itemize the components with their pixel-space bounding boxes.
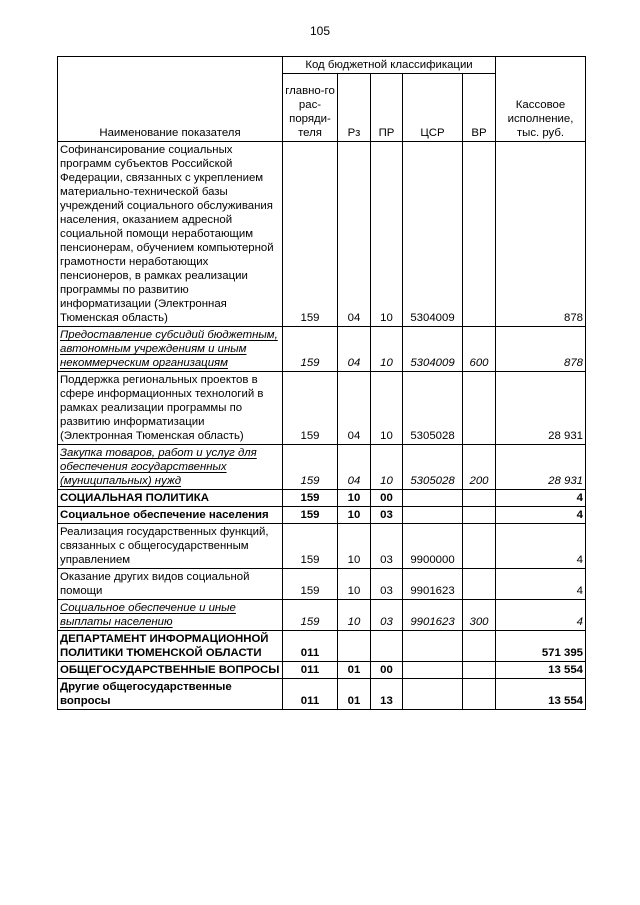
row-glavn: 159 [283, 142, 338, 327]
row-pr: 10 [371, 142, 403, 327]
row-rz: 10 [338, 490, 371, 507]
row-csr [403, 507, 463, 524]
row-vr: 200 [463, 445, 496, 490]
row-pr: 10 [371, 327, 403, 372]
row-vr [463, 679, 496, 710]
row-csr: 5305028 [403, 445, 463, 490]
row-amount: 28 931 [496, 372, 586, 445]
row-pr: 03 [371, 524, 403, 569]
row-glavn: 159 [283, 490, 338, 507]
row-amount: 4 [496, 524, 586, 569]
row-vr [463, 631, 496, 662]
row-pr: 00 [371, 490, 403, 507]
header-kbk: Код бюджетной классификации [283, 57, 496, 74]
row-amount: 13 554 [496, 662, 586, 679]
page-number: 105 [309, 24, 331, 38]
table-row [58, 490, 586, 507]
header-csr: ЦСР [403, 74, 463, 142]
row-rz: 01 [338, 679, 371, 710]
table-row [58, 445, 586, 490]
row-csr [403, 679, 463, 710]
row-csr [403, 662, 463, 679]
row-name: Оказание других видов социальной помощи [58, 569, 283, 600]
table-row [58, 600, 586, 631]
row-pr: 10 [371, 445, 403, 490]
table-row [58, 327, 586, 372]
row-rz: 10 [338, 524, 371, 569]
row-amount: 4 [496, 600, 586, 631]
row-name: Другие общегосударственные вопросы [58, 679, 283, 710]
table-row [58, 569, 586, 600]
row-name: СОЦИАЛЬНАЯ ПОЛИТИКА [58, 490, 283, 507]
row-amount: 571 395 [496, 631, 586, 662]
row-csr [403, 631, 463, 662]
table-row [58, 142, 586, 327]
row-pr: 03 [371, 507, 403, 524]
table-row [58, 679, 586, 710]
row-rz [338, 631, 371, 662]
row-name: Софинансирование социальных программ субъектов Российской Федерации, связанных с укреплением материально-технической базы учреждений социального обслуживания населения, оказанием адресной социальной помощи неработающим пенсионерам, обучением компьютерной грамотности неработающих пенсионеров, в рамках реализации программы по развитию информатизации (Электронная Тюменская область) [58, 142, 283, 327]
row-glavn: 159 [283, 600, 338, 631]
row-csr: 5304009 [403, 327, 463, 372]
row-vr [463, 524, 496, 569]
row-vr: 600 [463, 327, 496, 372]
row-amount: 13 554 [496, 679, 586, 710]
row-name: ОБЩЕГОСУДАРСТВЕННЫЕ ВОПРОСЫ [58, 662, 283, 679]
row-name: Поддержка региональных проектов в сфере информационных технологий в рамках реализации программы по развитию информатизации (Электронная Тюменская область) [58, 372, 283, 445]
row-csr: 9900000 [403, 524, 463, 569]
row-pr [371, 631, 403, 662]
row-rz: 01 [338, 662, 371, 679]
row-rz: 04 [338, 327, 371, 372]
table-row [58, 631, 586, 662]
row-rz: 04 [338, 142, 371, 327]
row-csr: 9901623 [403, 569, 463, 600]
row-glavn: 011 [283, 662, 338, 679]
row-vr [463, 490, 496, 507]
row-name: Социальное обеспечение населения [58, 507, 283, 524]
row-name: Социальное обеспечение и иные выплаты населению [58, 600, 283, 631]
header-vr: ВР [463, 74, 496, 142]
budget-table [57, 56, 586, 710]
row-csr: 5305028 [403, 372, 463, 445]
table-row [58, 524, 586, 569]
row-glavn: 159 [283, 445, 338, 490]
row-amount: 4 [496, 569, 586, 600]
row-csr: 5304009 [403, 142, 463, 327]
row-glavn: 159 [283, 507, 338, 524]
row-vr [463, 662, 496, 679]
row-pr: 03 [371, 569, 403, 600]
header-pr: ПР [371, 74, 403, 142]
row-pr: 10 [371, 372, 403, 445]
row-rz: 10 [338, 600, 371, 631]
header-name: Наименование показателя [58, 57, 283, 142]
row-amount: 878 [496, 142, 586, 327]
row-name: Предоставление субсидий бюджетным, автономным учреждениям и иным некоммерческим организациям [58, 327, 283, 372]
row-amount: 878 [496, 327, 586, 372]
row-rz: 04 [338, 445, 371, 490]
row-csr [403, 490, 463, 507]
row-glavn: 159 [283, 327, 338, 372]
row-amount: 28 931 [496, 445, 586, 490]
table-row [58, 507, 586, 524]
row-pr: 03 [371, 600, 403, 631]
row-rz: 10 [338, 569, 371, 600]
row-name: ДЕПАРТАМЕНТ ИНФОРМАЦИОННОЙ ПОЛИТИКИ ТЮМЕНСКОЙ ОБЛАСТИ [58, 631, 283, 662]
row-vr [463, 569, 496, 600]
row-rz: 04 [338, 372, 371, 445]
row-name: Реализация государственных функций, связанных с общегосударственным управлением [58, 524, 283, 569]
row-vr [463, 142, 496, 327]
row-vr [463, 507, 496, 524]
row-glavn: 011 [283, 679, 338, 710]
row-glavn: 011 [283, 631, 338, 662]
row-pr: 00 [371, 662, 403, 679]
header-glavn: главно-го рас-поряди-теля [283, 74, 338, 142]
row-pr: 13 [371, 679, 403, 710]
row-csr: 9901623 [403, 600, 463, 631]
row-glavn: 159 [283, 372, 338, 445]
row-rz: 10 [338, 507, 371, 524]
row-vr: 300 [463, 600, 496, 631]
header-rz: Рз [338, 74, 371, 142]
row-glavn: 159 [283, 569, 338, 600]
row-amount: 4 [496, 490, 586, 507]
table-row [58, 662, 586, 679]
row-glavn: 159 [283, 524, 338, 569]
row-vr [463, 372, 496, 445]
table-row [58, 372, 586, 445]
row-name: Закупка товаров, работ и услуг для обеспечения государственных (муниципальных) нужд [58, 445, 283, 490]
header-amount: Кассовое исполнение, тыс. руб. [496, 57, 586, 142]
row-amount: 4 [496, 507, 586, 524]
